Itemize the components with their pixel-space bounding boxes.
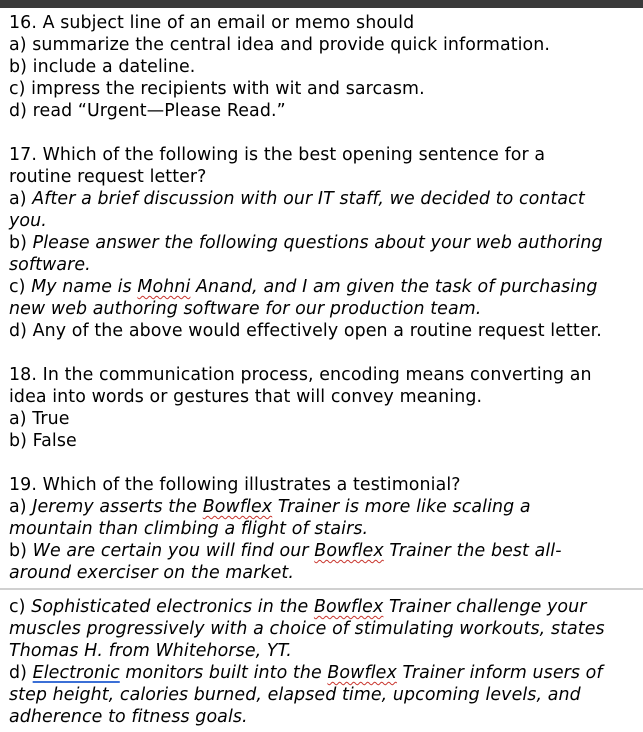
- q19-option-b-text-post: Trainer the best all-: [383, 541, 562, 561]
- q17-option-b-line2: software.: [9, 255, 91, 275]
- q19-option-b-prefix: b): [9, 541, 33, 561]
- q19-option-c-line3: Thomas H. from Whitehorse, YT.: [9, 641, 292, 661]
- q19-option-d-text-post: Trainer inform users of: [396, 663, 603, 683]
- q17-option-b-prefix: b): [9, 233, 33, 253]
- q17-option-d: d) Any of the above would effectively open a routine request letter.: [9, 321, 602, 341]
- q17-stem-line1: 17. Which of the following is the best opening sentence for a: [9, 145, 546, 165]
- q19-option-d-text-mid: monitors built into the: [119, 663, 328, 683]
- q17-option-a: [9, 188, 585, 210]
- q18-stem-line1: 18. In the communication process, encoding means converting an: [9, 365, 592, 385]
- q18-option-b: b) False: [9, 431, 77, 451]
- q17-option-c-line2: new web authoring software for our production team.: [9, 299, 482, 319]
- q16-option-d: d) read “Urgent—Please Read.”: [9, 101, 286, 121]
- q19-option-d-prefix: d): [9, 663, 33, 683]
- q19-option-c-text-post: Trainer challenge your: [383, 597, 587, 617]
- q16-option-a: a) summarize the central idea and provide quick information.: [9, 35, 551, 55]
- q19-option-a-text-pre: Jeremy asserts the: [32, 497, 203, 517]
- q19-stem: 19. Which of the following illustrates a testimonial?: [9, 475, 461, 495]
- grammar-flagged-word[interactable]: Electronic: [32, 663, 120, 683]
- q17-option-c: [9, 276, 597, 298]
- q17-option-a-prefix: a): [9, 189, 33, 209]
- q19-option-c-prefix: c): [9, 597, 32, 617]
- q17-option-c-prefix: c): [9, 277, 32, 297]
- q19-option-b-text-pre: We are certain you will find our: [32, 541, 315, 561]
- q19-option-a-prefix: a): [9, 497, 33, 517]
- q16-option-c: c) impress the recipients with wit and sarcasm.: [9, 79, 425, 99]
- q19-option-d-line3: adherence to fitness goals.: [9, 707, 248, 727]
- page-divider: [0, 588, 643, 590]
- q16-stem: 16. A subject line of an email or memo should: [9, 13, 415, 33]
- q18-stem-line2: idea into words or gestures that will convey meaning.: [9, 387, 483, 407]
- q17-stem-line2: routine request letter?: [9, 167, 207, 187]
- spellcheck-flagged-word[interactable]: Bowflex: [202, 497, 273, 517]
- q19-option-b: [9, 540, 562, 562]
- q19-option-c-line2: muscles progressively with a choice of stimulating workouts, states: [9, 619, 605, 639]
- spellcheck-flagged-word[interactable]: Bowflex: [314, 541, 384, 561]
- q19-option-c: [9, 596, 587, 618]
- q17-option-a-line2: you.: [9, 211, 47, 231]
- q17-option-c-text-post: Anand, and I am given the task of purchasing: [190, 277, 598, 297]
- q16-option-b: b) include a dateline.: [9, 57, 196, 77]
- q17-option-a-text: After a brief discussion with our IT staff, we decided to contact: [32, 189, 585, 209]
- q19-option-d-line2: step height, calories burned, elapsed time, upcoming levels, and: [9, 685, 581, 705]
- top-bar: [0, 0, 643, 8]
- q17-option-b-text: Please answer the following questions about your web authoring: [32, 233, 603, 253]
- q19-option-c-text-pre: Sophisticated electronics in the: [31, 597, 314, 617]
- spellcheck-flagged-word[interactable]: Mohni: [137, 277, 191, 297]
- q19-option-b-line2: around exerciser on the market.: [9, 563, 294, 583]
- spellcheck-flagged-word[interactable]: Bowflex: [313, 597, 384, 617]
- q18-option-a: a) True: [9, 409, 70, 429]
- q19-option-a-text-post: Trainer is more like scaling a: [272, 497, 531, 517]
- spellcheck-flagged-word[interactable]: Bowflex: [327, 663, 397, 683]
- q17-option-c-text-pre: My name is: [31, 277, 138, 297]
- q19-option-d: [9, 662, 603, 684]
- q17-option-b: [9, 232, 603, 254]
- q19-option-a-line2: mountain than climbing a flight of stairs.: [9, 519, 369, 539]
- q19-option-a: [9, 496, 531, 518]
